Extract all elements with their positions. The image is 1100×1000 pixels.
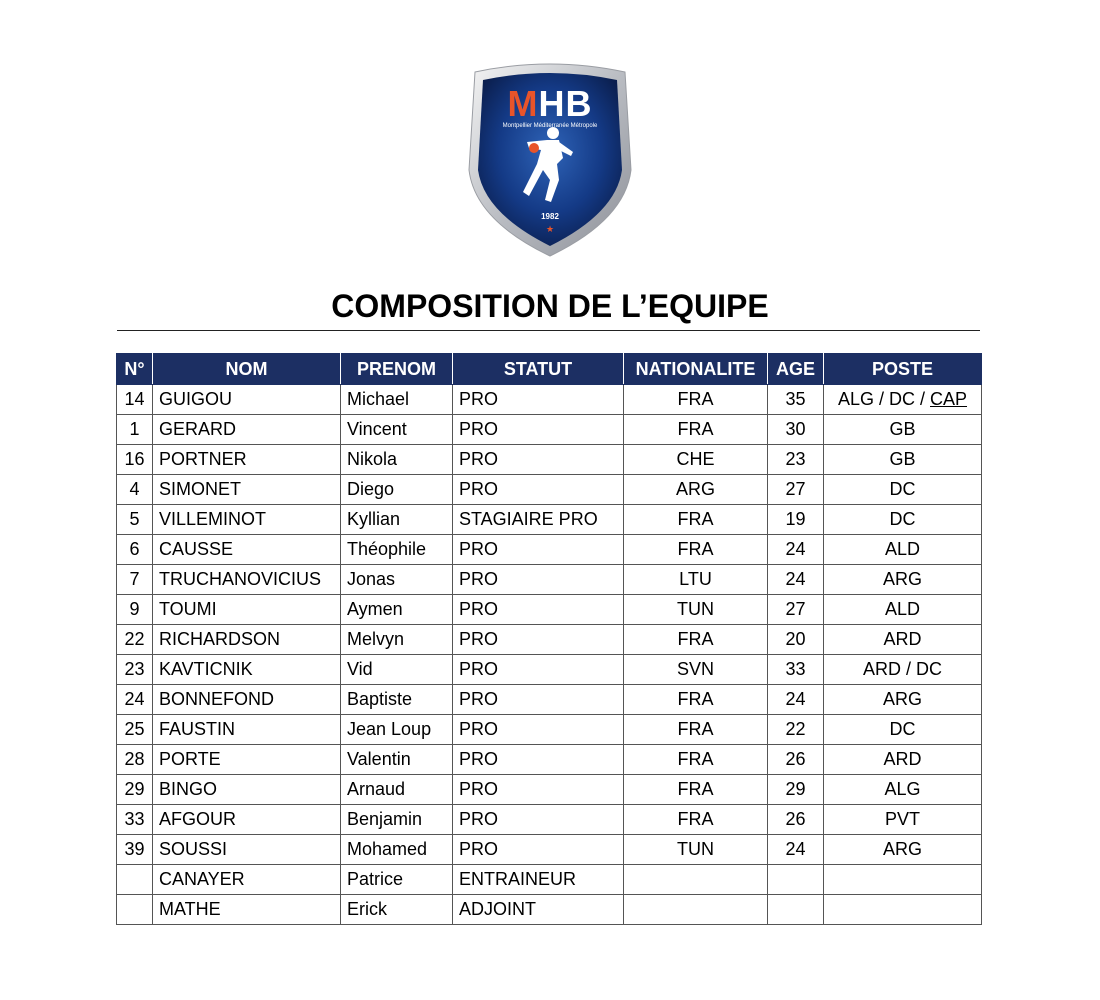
- cell-poste: ALG: [824, 775, 982, 805]
- cell-poste: ARD: [824, 625, 982, 655]
- table-row: [117, 745, 982, 775]
- cell-nom: PORTE: [153, 745, 341, 775]
- cell-poste: ARD / DC: [824, 655, 982, 685]
- cell-prenom: Kyllian: [341, 505, 453, 535]
- table-row: [117, 625, 982, 655]
- cell-num: 33: [117, 805, 153, 835]
- cell-statut: STAGIAIRE PRO: [453, 505, 624, 535]
- ball-icon: [529, 143, 539, 153]
- cell-statut: ENTRAINEUR: [453, 865, 624, 895]
- cell-prenom: Diego: [341, 475, 453, 505]
- cell-prenom: Michael: [341, 385, 453, 415]
- table-row: [117, 775, 982, 805]
- cell-num: 24: [117, 685, 153, 715]
- header-num: N°: [117, 354, 153, 385]
- cell-age: 27: [768, 595, 824, 625]
- cell-poste: ARG: [824, 685, 982, 715]
- roster-body: [117, 385, 982, 925]
- cell-num: [117, 865, 153, 895]
- cell-nationalite: TUN: [624, 835, 768, 865]
- cell-nationalite: LTU: [624, 565, 768, 595]
- cell-age: 30: [768, 415, 824, 445]
- table-row: [117, 595, 982, 625]
- cell-nationalite: FRA: [624, 505, 768, 535]
- page-title: COMPOSITION DE L’EQUIPE: [331, 288, 769, 324]
- cell-poste: DC: [824, 475, 982, 505]
- cell-age: 20: [768, 625, 824, 655]
- logo-letters: [455, 83, 645, 124]
- header-prenom: PRENOM: [341, 354, 453, 385]
- cell-num: 39: [117, 835, 153, 865]
- table-row: [117, 835, 982, 865]
- cell-nom: RICHARDSON: [153, 625, 341, 655]
- header-age: AGE: [768, 354, 824, 385]
- table-row: [117, 865, 982, 895]
- table-row: [117, 655, 982, 685]
- table-header-row: [117, 354, 982, 385]
- table-row: [117, 415, 982, 445]
- cell-nationalite: SVN: [624, 655, 768, 685]
- cell-poste: ALD: [824, 535, 982, 565]
- cell-statut: PRO: [453, 595, 624, 625]
- cell-age: 33: [768, 655, 824, 685]
- cell-num: 9: [117, 595, 153, 625]
- cell-prenom: Vid: [341, 655, 453, 685]
- logo-letters-m: M: [507, 83, 539, 124]
- table-row: [117, 895, 982, 925]
- cell-statut: PRO: [453, 625, 624, 655]
- cell-age: 24: [768, 565, 824, 595]
- cell-nationalite: FRA: [624, 625, 768, 655]
- cell-num: 23: [117, 655, 153, 685]
- cell-prenom: Patrice: [341, 865, 453, 895]
- cell-statut: PRO: [453, 655, 624, 685]
- cell-nom: PORTNER: [153, 445, 341, 475]
- cell-prenom: Aymen: [341, 595, 453, 625]
- header-statut: STATUT: [453, 354, 624, 385]
- cell-nom: TOUMI: [153, 595, 341, 625]
- header-nationalite: NATIONALITE: [624, 354, 768, 385]
- table-row: [117, 385, 982, 415]
- cell-prenom: Jonas: [341, 565, 453, 595]
- cell-poste: [824, 385, 982, 415]
- cell-age: 26: [768, 745, 824, 775]
- cell-age: 19: [768, 505, 824, 535]
- cell-nom: AFGOUR: [153, 805, 341, 835]
- cell-num: 14: [117, 385, 153, 415]
- cell-nom: CANAYER: [153, 865, 341, 895]
- cell-prenom: Valentin: [341, 745, 453, 775]
- cell-prenom: Mohamed: [341, 835, 453, 865]
- cell-nationalite: FRA: [624, 775, 768, 805]
- cell-nationalite: FRA: [624, 745, 768, 775]
- cell-age: 23: [768, 445, 824, 475]
- cell-nom: SOUSSI: [153, 835, 341, 865]
- cell-prenom: Théophile: [341, 535, 453, 565]
- cell-statut: PRO: [453, 445, 624, 475]
- table-row: [117, 505, 982, 535]
- table-row: [117, 565, 982, 595]
- cell-num: 22: [117, 625, 153, 655]
- table-row: [117, 715, 982, 745]
- table-row: [117, 475, 982, 505]
- cell-statut: PRO: [453, 565, 624, 595]
- cell-poste: DC: [824, 505, 982, 535]
- cell-poste: ARG: [824, 835, 982, 865]
- cell-nom: TRUCHANOVICIUS: [153, 565, 341, 595]
- cell-prenom: Vincent: [341, 415, 453, 445]
- cell-age: 24: [768, 535, 824, 565]
- cell-num: 29: [117, 775, 153, 805]
- cell-age: 22: [768, 715, 824, 745]
- cell-nationalite: [624, 865, 768, 895]
- cell-age: 24: [768, 685, 824, 715]
- cell-nom: SIMONET: [153, 475, 341, 505]
- table-row: [117, 685, 982, 715]
- cell-nationalite: FRA: [624, 385, 768, 415]
- star-icon: ★: [545, 224, 555, 234]
- cell-prenom: Benjamin: [341, 805, 453, 835]
- cell-nom: GERARD: [153, 415, 341, 445]
- cell-nationalite: [624, 895, 768, 925]
- cell-nationalite: ARG: [624, 475, 768, 505]
- logo-letters-hb: HB: [538, 83, 593, 124]
- logo-subtitle: Montpellier Méditerranée Métropole: [502, 123, 598, 129]
- header-poste: POSTE: [824, 354, 982, 385]
- cell-nom: CAUSSE: [153, 535, 341, 565]
- cell-num: [117, 895, 153, 925]
- cell-poste: ARD: [824, 745, 982, 775]
- captain-marker: CAP: [930, 389, 968, 409]
- cell-statut: PRO: [453, 385, 624, 415]
- cell-nom: GUIGOU: [153, 385, 341, 415]
- cell-age: 29: [768, 775, 824, 805]
- cell-poste: [824, 895, 982, 925]
- cell-poste: PVT: [824, 805, 982, 835]
- title-divider: [117, 330, 980, 331]
- cell-nationalite: FRA: [624, 805, 768, 835]
- cell-num: 7: [117, 565, 153, 595]
- cell-num: 28: [117, 745, 153, 775]
- cell-poste: GB: [824, 445, 982, 475]
- cell-poste: DC: [824, 715, 982, 745]
- cell-nationalite: FRA: [624, 535, 768, 565]
- cell-poste: [824, 865, 982, 895]
- cell-prenom: Melvyn: [341, 625, 453, 655]
- cell-statut: PRO: [453, 535, 624, 565]
- cell-prenom: Erick: [341, 895, 453, 925]
- cell-nationalite: FRA: [624, 715, 768, 745]
- cell-age: 27: [768, 475, 824, 505]
- cell-num: 5: [117, 505, 153, 535]
- cell-statut: PRO: [453, 715, 624, 745]
- club-logo: [455, 60, 645, 260]
- cell-age: [768, 895, 824, 925]
- cell-nom: BONNEFOND: [153, 685, 341, 715]
- cell-statut: PRO: [453, 775, 624, 805]
- cell-num: 4: [117, 475, 153, 505]
- table-row: [117, 535, 982, 565]
- cell-statut: PRO: [453, 415, 624, 445]
- cell-num: 6: [117, 535, 153, 565]
- roster-table: [116, 353, 982, 925]
- cell-age: 35: [768, 385, 824, 415]
- cell-statut: PRO: [453, 745, 624, 775]
- cell-poste: ARG: [824, 565, 982, 595]
- cell-nationalite: FRA: [624, 415, 768, 445]
- cell-statut: PRO: [453, 685, 624, 715]
- cell-statut: ADJOINT: [453, 895, 624, 925]
- table-row: [117, 445, 982, 475]
- cell-nationalite: CHE: [624, 445, 768, 475]
- cell-poste: GB: [824, 415, 982, 445]
- cell-nom: KAVTICNIK: [153, 655, 341, 685]
- poste-text: ALG / DC /: [837, 389, 930, 409]
- cell-statut: PRO: [453, 805, 624, 835]
- cell-prenom: Arnaud: [341, 775, 453, 805]
- cell-prenom: Baptiste: [341, 685, 453, 715]
- cell-age: [768, 865, 824, 895]
- cell-prenom: Nikola: [341, 445, 453, 475]
- cell-nom: MATHE: [153, 895, 341, 925]
- cell-nationalite: TUN: [624, 595, 768, 625]
- cell-nationalite: FRA: [624, 685, 768, 715]
- cell-statut: PRO: [453, 475, 624, 505]
- cell-prenom: Jean Loup: [341, 715, 453, 745]
- cell-nom: BINGO: [153, 775, 341, 805]
- cell-poste: ALD: [824, 595, 982, 625]
- header-nom: NOM: [153, 354, 341, 385]
- cell-nom: FAUSTIN: [153, 715, 341, 745]
- logo-year: 1982: [541, 212, 559, 221]
- cell-num: 25: [117, 715, 153, 745]
- cell-statut: PRO: [453, 835, 624, 865]
- cell-num: 1: [117, 415, 153, 445]
- cell-age: 26: [768, 805, 824, 835]
- table-row: [117, 805, 982, 835]
- cell-nom: VILLEMINOT: [153, 505, 341, 535]
- cell-num: 16: [117, 445, 153, 475]
- cell-age: 24: [768, 835, 824, 865]
